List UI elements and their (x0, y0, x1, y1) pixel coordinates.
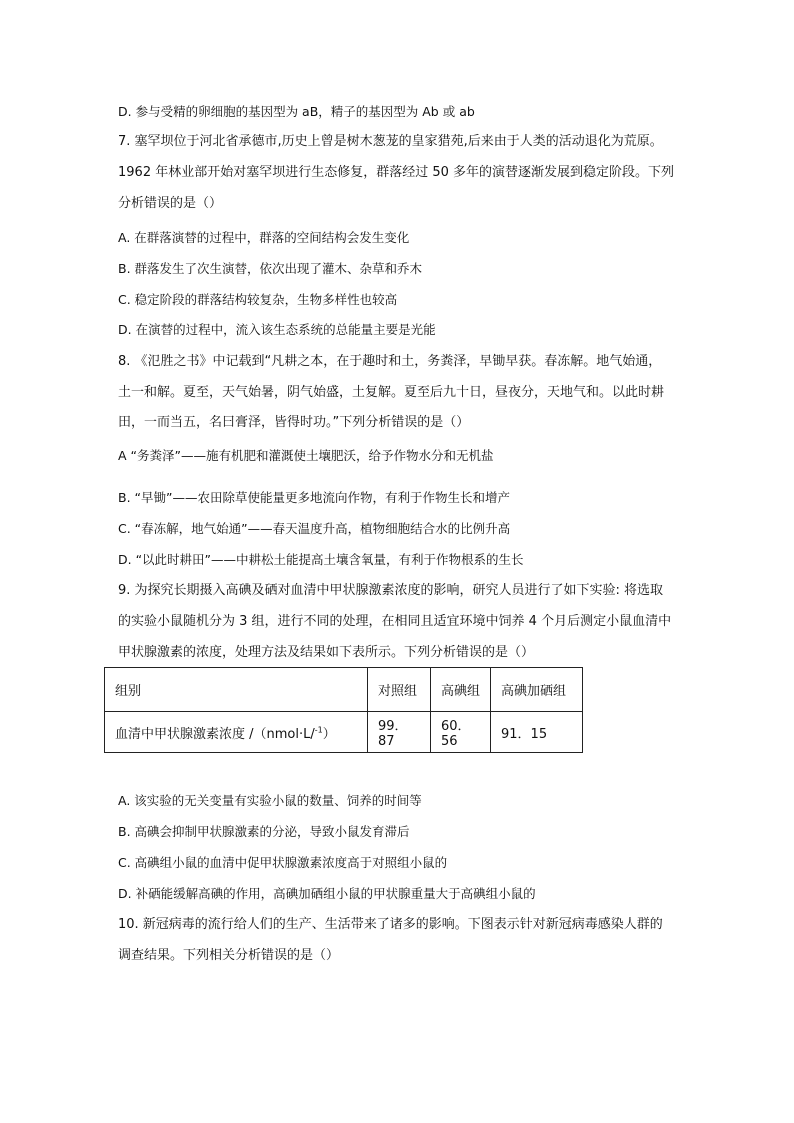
table-row (105, 712, 583, 753)
value-high-iodine-selenium: 91．15 (491, 712, 583, 753)
q10-stem-line-2: 调查结果。下列相关分析错误的是（） (118, 948, 340, 963)
q8-option-a: A “务粪泽”——施有机肥和灌溉使土壤肥沃，给予作物水分和无机盐 (118, 448, 494, 463)
header-high-iodine-selenium: 高碘加硒组 (491, 668, 583, 712)
q9-option-a: A. 该实验的无关变量有实验小鼠的数量、饲养的时间等 (118, 793, 422, 808)
q8-stem-line-2: 土一和解。夏至，天气始暑，阴气始盛，土复解。夏至后九十日，昼夜分，天地气和。以此时耕 (118, 385, 665, 400)
value-control: 99．87 (368, 712, 431, 753)
header-group: 组别 (105, 668, 368, 712)
row-label-main: 血清中甲状腺激素浓度 /（nmol·L/ (115, 726, 315, 742)
q7-option-a: A. 在群落演替的过程中，群落的空间结构会发生变化 (118, 230, 410, 245)
q9-stem-line-1: 9. 为探究长期摄入高碘及硒对血清中甲状腺激素浓度的影响，研究人员进行了如下实验: 将选取 (118, 583, 664, 598)
header-high-iodine: 高碘组 (431, 668, 491, 712)
row-label-superscript: -1 (314, 725, 323, 735)
q9-stem-line-2: 的实验小鼠随机分为 3 组，进行不同的处理，在相同且适宜环境中饲养 4 个月后测定小鼠血清中 (118, 614, 672, 629)
q9-stem-line-3: 甲状腺激素的浓度，处理方法及结果如下表所示。下列分析错误的是（） (118, 645, 535, 660)
header-control: 对照组 (368, 668, 431, 712)
q6-option-d: D. 参与受精的卵细胞的基因型为 aB，精子的基因型为 Ab 或 ab (118, 104, 475, 119)
q10-stem-line-1: 10. 新冠病毒的流行给人们的生产、生活带来了诸多的影响。下图表示针对新冠病毒感染人群的 (118, 917, 663, 932)
value-high-iodine: 60．56 (431, 712, 491, 753)
q7-option-b: B. 群落发生了次生演替，依次出现了灌木、杂草和乔木 (118, 261, 423, 276)
q8-stem-line-1: 8. 《氾胜之书》中记载到“凡耕之本，在于趣时和土，务粪泽，早锄早获。春冻解。地气始通， (118, 354, 662, 369)
q7-option-d: D. 在演替的过程中，流入该生态系统的总能量主要是光能 (118, 322, 436, 337)
q8-stem-line-3: 田，一而当五，名曰膏泽，皆得时功。”下列分析错误的是（） (118, 415, 470, 430)
row-label (105, 712, 368, 753)
results-table (104, 667, 583, 753)
q9-option-d: D. 补硒能缓解高碘的作用，高碘加硒组小鼠的甲状腺重量大于高碘组小鼠的 (118, 886, 536, 901)
q7-stem-line-1: 7. 塞罕坝位于河北省承德市,历史上曾是树木葱茏的皇家猎苑,后来由于人类的活动退化为荒原。 (118, 134, 663, 149)
q9-option-c: C. 高碘组小鼠的血清中促甲状腺激素浓度高于对照组小鼠的 (118, 855, 448, 870)
q9-option-b: B. 高碘会抑制甲状腺激素的分泌，导致小鼠发育滞后 (118, 824, 410, 839)
q7-option-c: C. 稳定阶段的群落结构较复杂，生物多样性也较高 (118, 292, 398, 307)
q8-option-c: C. “春冻解，地气始通”——春天温度升高，植物细胞结合水的比例升高 (118, 521, 511, 536)
q7-stem-line-3: 分析错误的是（） (118, 196, 223, 211)
q7-stem-line-2: 1962 年林业部开始对塞罕坝进行生态修复，群落经过 50 多年的演替逐渐发展到稳定阶段。下列 (118, 165, 675, 180)
row-label-end: ） (322, 726, 336, 742)
table-header-row (105, 668, 583, 712)
q8-option-b: B. “早锄”——农田除草使能量更多地流向作物，有利于作物生长和增产 (118, 490, 510, 505)
q8-option-d: D. “以此时耕田”——中耕松土能提高土壤含氧量，有利于作物根系的生长 (118, 552, 524, 567)
